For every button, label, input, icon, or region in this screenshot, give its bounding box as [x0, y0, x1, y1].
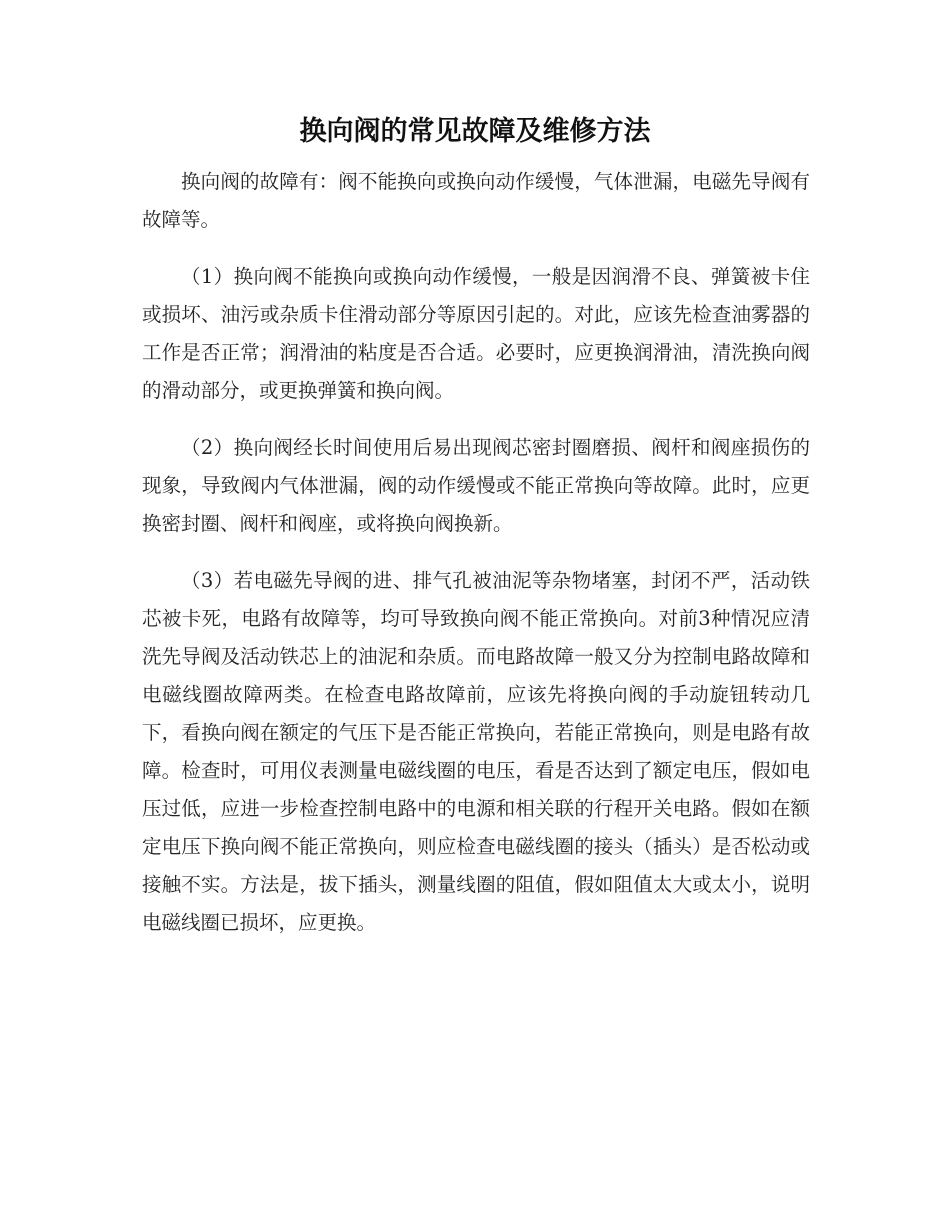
- paragraph-2: （2）换向阀经长时间使用后易出现阀芯密封圈磨损、阀杆和阀座损伤的现象，导致阀内气体泄漏，阀的动作缓慢或不能正常换向等故障。此时，应更换密封圈、阀杆和阀座，或将换向阀换新。: [142, 436, 810, 535]
- paragraph-intro: 换向阀的故障有：阀不能换向或换向动作缓慢，气体泄漏，电磁先导阀有故障等。: [142, 170, 810, 231]
- paragraph-1: （1）换向阀不能换向或换向动作缓慢，一般是因润滑不良、弹簧被卡住或损坏、油污或杂质卡住滑动部分等原因引起的。对此，应该先检查油雾器的工作是否正常；润滑油的粘度是否合适。必要时，应更换润滑油，清洗换向阀的滑动部分，或更换弹簧和换向阀。: [142, 265, 810, 402]
- document-body: [142, 163, 810, 961]
- document-title: 换向阀的常见故障及维修方法: [299, 116, 651, 147]
- paragraph-3: （3）若电磁先导阀的进、排气孔被油泥等杂物堵塞，封闭不严，活动铁芯被卡死，电路有故障等，均可导致换向阀不能正常换向。对前3种情况应清洗先导阀及活动铁芯上的油泥和杂质。而电路故障一般又分为控制电路故障和电磁线圈故障两类。在检查电路故障前，应该先将换向阀的手动旋钮转动几下，看换向阀在额定的气压下是否能正常换向，若能正常换向，则是电路有故障。检查时，可用仪表测量电磁线圈的电压，看是否达到了额定电压，假如电压过低，应进一步检查控制电路中的电源和相关联的行程开关电路。假如在额定电压下换向阀不能正常换向，则应检查电磁线圈的接头（插头）是否松动或接触不实。方法是，拔下插头，测量线圈的阻值，假如阻值太大或太小，说明电磁线圈已损坏，应更换。: [142, 569, 810, 934]
